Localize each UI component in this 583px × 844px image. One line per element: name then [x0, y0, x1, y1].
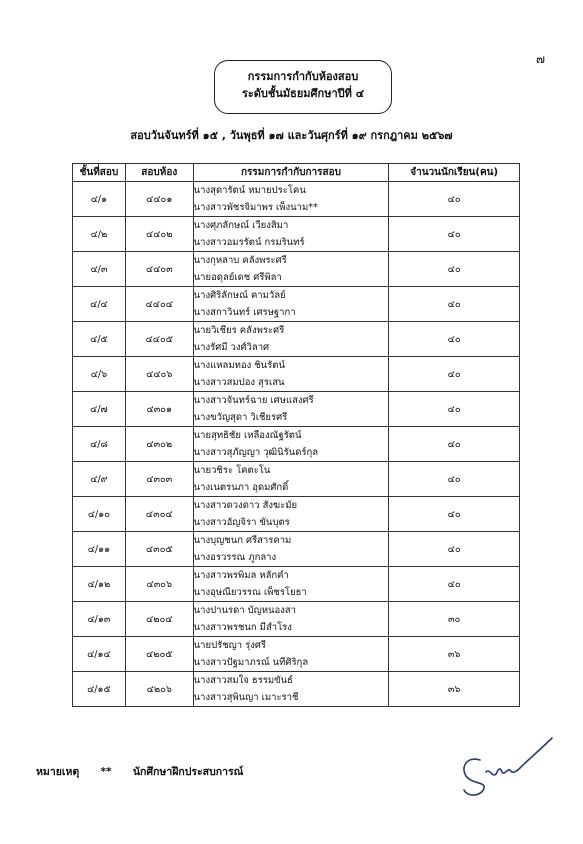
room-cell: ๔๒๐๕ — [125, 637, 193, 672]
room-cell: ๔๓๐๕ — [125, 532, 193, 567]
proctors-cell — [193, 182, 389, 217]
note-text: นักศึกษาฝึกประสบการณ์ — [132, 766, 244, 778]
student-count-cell: ๔๐ — [389, 182, 520, 217]
proctor-name: นางสาวดวงดาว สังฆะมัย — [193, 500, 298, 511]
proctors-cell — [193, 217, 389, 252]
room-cell: ๔๓๐๖ — [125, 567, 193, 602]
room-cell: ๔๓๐๑ — [125, 392, 193, 427]
proctor-table — [72, 163, 520, 707]
student-count-cell: ๓๐ — [389, 602, 520, 637]
class-cell: ๔/๑๕ — [73, 672, 126, 707]
student-count-cell: ๔๐ — [389, 497, 520, 532]
proctor-name: นางบุญชนก ศรีสารคาม — [193, 535, 292, 546]
proctor-name: นางรัศมี วงศ์วิลาศ — [193, 342, 270, 353]
table-row — [73, 462, 520, 497]
proctors-cell — [193, 357, 389, 392]
table-row — [73, 392, 520, 427]
class-cell: ๔/๑๑ — [73, 532, 126, 567]
proctors-cell — [193, 287, 389, 322]
proctor-name: นางแหลมทอง ชินรัตน์ — [193, 360, 285, 371]
header-proctors: กรรมการกำกับการสอบ — [193, 164, 389, 182]
page-number: ๗ — [535, 52, 545, 66]
room-cell: ๔๔๐๑ — [125, 182, 193, 217]
proctor-name: นางเนตรนภา อุดมศักดิ์ — [193, 482, 289, 493]
proctor-name: นางสุดารัตน์ หมายประโคน — [193, 185, 306, 196]
table-row — [73, 357, 520, 392]
table-row — [73, 252, 520, 287]
class-cell: ๔/๒ — [73, 217, 126, 252]
student-count-cell: ๔๐ — [389, 392, 520, 427]
student-count-cell: ๔๐ — [389, 462, 520, 497]
room-cell: ๔๔๐๕ — [125, 322, 193, 357]
proctor-name: นางปานรดา บัญหนองสา — [193, 605, 296, 616]
proctor-name: นางศิริลักษณ์ คามวัลย์ — [193, 290, 286, 301]
room-cell: ๔๓๐๓ — [125, 462, 193, 497]
proctor-name: นางอรวรรณ ภูกลาง — [193, 552, 277, 563]
student-count-cell: ๔๐ — [389, 252, 520, 287]
student-count-cell: ๓๖ — [389, 672, 520, 707]
proctor-name: นางสาวปัฐมาภรณ์ นทีศิริกุล — [193, 657, 309, 668]
class-cell: ๔/๕ — [73, 322, 126, 357]
room-cell: ๔๒๐๖ — [125, 672, 193, 707]
table-row — [73, 602, 520, 637]
proctor-name: นางสาวสมใจ ธรรมขันธ์ — [193, 675, 293, 686]
proctors-cell — [193, 252, 389, 287]
proctor-name: นางศุภลักษณ์ เวียงสิมา — [193, 220, 289, 231]
table-row — [73, 637, 520, 672]
proctor-name: นางสาวพัชรจิมาพร เพ็งนาม** — [193, 202, 318, 213]
header-room: สอบห้อง — [125, 164, 193, 182]
proctor-name: นายวิเชียร คลังพระศรี — [193, 325, 285, 336]
header-class: ชั้นที่สอบ — [73, 164, 126, 182]
proctors-cell — [193, 567, 389, 602]
table-row — [73, 287, 520, 322]
proctors-cell — [193, 672, 389, 707]
proctor-name: นายสุทธิชัย เหลืองณัฐรัตน์ — [193, 430, 302, 441]
room-cell: ๔๔๐๓ — [125, 252, 193, 287]
class-cell: ๔/๑๔ — [73, 637, 126, 672]
proctor-name: นางสกาวินทร์ เศรษฐากา — [193, 307, 296, 318]
class-cell: ๔/๔ — [73, 287, 126, 322]
proctors-cell — [193, 462, 389, 497]
class-cell: ๔/๙ — [73, 462, 126, 497]
proctors-cell — [193, 532, 389, 567]
class-cell: ๔/๖ — [73, 357, 126, 392]
proctor-name: นางสาวสมปอง สุรเสน — [193, 377, 285, 388]
table-row — [73, 182, 520, 217]
table-header-row — [73, 164, 520, 182]
proctors-cell — [193, 602, 389, 637]
footnote — [36, 763, 243, 780]
proctor-name: นางสาวจันทร์ฉาย เศษแสงศรี — [193, 395, 314, 406]
table-row — [73, 322, 520, 357]
proctors-cell — [193, 392, 389, 427]
student-count-cell: ๔๐ — [389, 322, 520, 357]
title-box — [214, 60, 392, 114]
proctor-name: นางสาวสุพินญา เมาะราชี — [193, 692, 299, 703]
header-student-count: จำนวนนักเรียน(คน) — [389, 164, 520, 182]
proctors-cell — [193, 322, 389, 357]
note-label: หมายเหตุ — [36, 766, 80, 778]
room-cell: ๔๓๐๒ — [125, 427, 193, 462]
proctor-name: นางสาวอัญจิรา ขันบุตร — [193, 517, 290, 528]
title-line-2: ระดับชั้นมัธยมศึกษาปีที่ ๔ — [241, 87, 365, 100]
title-line-1: กรรมการกำกับห้องสอบ — [247, 70, 359, 83]
student-count-cell: ๓๖ — [389, 637, 520, 672]
student-count-cell: ๔๐ — [389, 357, 520, 392]
proctor-name: นายปรัชญา รุ่งศรี — [193, 640, 266, 651]
note-mark: ** — [100, 766, 112, 778]
class-cell: ๔/๓ — [73, 252, 126, 287]
table-row — [73, 217, 520, 252]
room-cell: ๔๔๐๔ — [125, 287, 193, 322]
proctor-name: นายวชิระ โคตะโน — [193, 465, 271, 476]
student-count-cell: ๔๐ — [389, 567, 520, 602]
room-cell: ๔๔๐๖ — [125, 357, 193, 392]
proctor-name: นางสาวสุภัญญา วุฒินิรันดร์กุล — [193, 447, 319, 458]
table-row — [73, 567, 520, 602]
proctors-cell — [193, 427, 389, 462]
proctors-cell — [193, 637, 389, 672]
proctor-name: นางขวัญสุดา วิเชียรศรี — [193, 412, 288, 423]
table-row — [73, 427, 520, 462]
table-row — [73, 672, 520, 707]
proctor-name: นายอดุลย์เดช ศรีพิลา — [193, 272, 282, 283]
proctor-name: นางอุษณียวรรณ เพ็ชรโยธา — [193, 587, 307, 598]
student-count-cell: ๔๐ — [389, 427, 520, 462]
proctor-name: นางสาวพรชนก มีสำโรง — [193, 622, 292, 633]
class-cell: ๔/๑ — [73, 182, 126, 217]
class-cell: ๔/๑๐ — [73, 497, 126, 532]
exam-dates: สอบวันจันทร์ที่ ๑๕ , วันพุธที่ ๑๗ และวันศุกร์ที่ ๑๙ กรกฎาคม ๒๕๖๗ — [130, 129, 453, 142]
proctor-name: นางกุหลาบ คลังพระศรี — [193, 255, 287, 266]
class-cell: ๔/๗ — [73, 392, 126, 427]
proctor-name: นางสาวอมรรัตน์ กรมรินทร์ — [193, 237, 305, 248]
class-cell: ๔/๘ — [73, 427, 126, 462]
room-cell: ๔๓๐๔ — [125, 497, 193, 532]
proctor-name: นางสาวพรพิมล หลักคำ — [193, 570, 289, 581]
class-cell: ๔/๑๒ — [73, 567, 126, 602]
table-row — [73, 532, 520, 567]
signature-image — [452, 722, 562, 802]
class-cell: ๔/๑๓ — [73, 602, 126, 637]
student-count-cell: ๔๐ — [389, 532, 520, 567]
proctors-cell — [193, 497, 389, 532]
room-cell: ๔๔๐๒ — [125, 217, 193, 252]
student-count-cell: ๔๐ — [389, 287, 520, 322]
room-cell: ๔๒๐๔ — [125, 602, 193, 637]
table-row — [73, 497, 520, 532]
student-count-cell: ๔๐ — [389, 217, 520, 252]
